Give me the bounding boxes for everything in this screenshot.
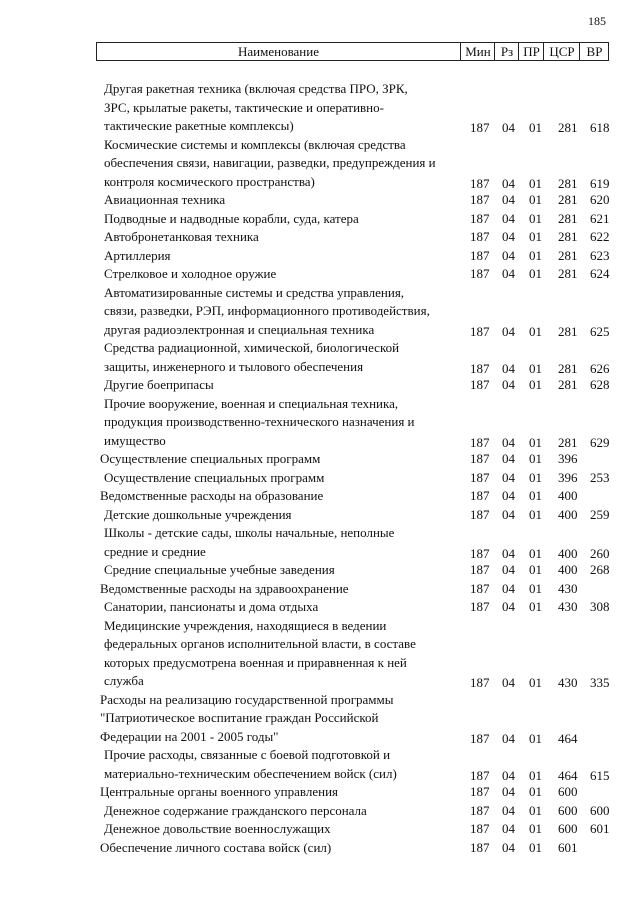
row-name: Автоматизированные системы и средства управления, связи, разведки, РЭП, информационного противодействия, другая радиоэлектронная и специальная техника xyxy=(104,284,430,337)
table-row xyxy=(0,617,640,691)
table-row xyxy=(0,506,640,525)
row-code-pr: 01 xyxy=(529,175,542,191)
row-code-vr: 619 xyxy=(590,175,610,191)
row-code-pr: 01 xyxy=(529,675,542,690)
row-name: Стрелковое и холодное оружие xyxy=(104,266,277,281)
table-row xyxy=(0,191,640,210)
row-code-csr: 281 xyxy=(558,192,578,207)
table-row xyxy=(0,247,640,266)
row-code-min: 187 xyxy=(470,839,490,855)
row-name: Средства радиационной, химической, биологической защиты, инженерного и тылового обеспечения xyxy=(104,340,400,374)
row-code-vr: 618 xyxy=(590,120,610,135)
row-name: Прочие расходы, связанные с боевой подготовкой и материально-техническим обеспечением войск (сил) xyxy=(104,747,397,781)
row-code-pr: 01 xyxy=(529,210,542,226)
table-row xyxy=(0,450,640,469)
row-code-pr: 01 xyxy=(529,377,542,392)
table-row xyxy=(0,376,640,395)
row-name: Авиационная техника xyxy=(104,192,226,207)
row-code-vr: 268 xyxy=(590,562,610,577)
row-code-pr: 01 xyxy=(529,360,542,376)
table-row xyxy=(0,783,640,802)
row-code-pr: 01 xyxy=(529,802,542,818)
column-header-name: Наименование xyxy=(238,44,319,59)
row-code-csr: 400 xyxy=(558,545,578,561)
row-code-pr: 01 xyxy=(529,247,542,263)
row-code-csr: 281 xyxy=(558,323,578,339)
row-code-pr: 01 xyxy=(529,192,542,207)
row-code-min: 187 xyxy=(470,192,490,207)
row-code-vr: 622 xyxy=(590,229,610,244)
table-row xyxy=(0,802,640,821)
table-row xyxy=(0,598,640,617)
row-code-pr: 01 xyxy=(529,839,542,855)
table-row xyxy=(0,524,640,561)
row-code-vr: 620 xyxy=(590,192,610,207)
row-code-rz: 04 xyxy=(502,266,515,281)
row-code-min: 187 xyxy=(470,767,490,783)
row-name: Автобронетанковая техника xyxy=(104,229,259,244)
row-code-pr: 01 xyxy=(529,562,542,577)
row-code-rz: 04 xyxy=(502,229,515,244)
row-name: Космические системы и комплексы (включая средства обеспечения связи, навигации, разведки, предупреждения и контроля космического пространства) xyxy=(104,136,436,189)
row-code-min: 187 xyxy=(470,506,490,522)
row-code-rz: 04 xyxy=(502,488,515,503)
row-name: Другие боеприпасы xyxy=(104,377,214,392)
row-code-rz: 04 xyxy=(502,247,515,263)
row-code-csr: 281 xyxy=(558,210,578,226)
row-name: Подводные и надводные корабли, суда, катера xyxy=(104,210,359,226)
table-row xyxy=(0,820,640,839)
row-code-rz: 04 xyxy=(502,323,515,339)
row-code-min: 187 xyxy=(470,360,490,376)
row-code-csr: 281 xyxy=(558,175,578,191)
column-header-min: Мин xyxy=(460,43,495,60)
table-row xyxy=(0,228,640,247)
row-code-min: 187 xyxy=(470,784,490,799)
row-code-rz: 04 xyxy=(502,360,515,376)
row-code-rz: 04 xyxy=(502,562,515,577)
row-code-rz: 04 xyxy=(502,599,515,614)
table-row xyxy=(0,136,640,192)
table-row xyxy=(0,839,640,858)
row-code-rz: 04 xyxy=(502,802,515,818)
row-code-min: 187 xyxy=(470,377,490,392)
row-code-rz: 04 xyxy=(502,580,515,596)
row-code-csr: 400 xyxy=(558,562,578,577)
row-name: Осуществление специальных программ xyxy=(100,451,321,466)
column-header-pr: ПР xyxy=(518,43,544,60)
row-name: Денежное содержание гражданского персонала xyxy=(104,802,367,818)
table-row xyxy=(0,487,640,506)
row-code-pr: 01 xyxy=(529,767,542,783)
row-code-min: 187 xyxy=(470,580,490,596)
row-code-min: 187 xyxy=(470,266,490,281)
row-code-csr: 281 xyxy=(558,229,578,244)
row-code-csr: 600 xyxy=(558,802,578,818)
row-code-min: 187 xyxy=(470,599,490,614)
row-code-pr: 01 xyxy=(529,784,542,799)
row-code-csr: 464 xyxy=(558,730,578,746)
row-code-pr: 01 xyxy=(529,506,542,522)
row-code-pr: 01 xyxy=(529,545,542,561)
row-code-vr: 624 xyxy=(590,266,610,281)
row-code-vr: 335 xyxy=(590,675,610,690)
row-code-vr: 623 xyxy=(590,247,610,263)
row-code-rz: 04 xyxy=(502,821,515,836)
row-name: Осуществление специальных программ xyxy=(104,469,325,485)
row-code-csr: 281 xyxy=(558,266,578,281)
table-row xyxy=(0,561,640,580)
row-code-csr: 600 xyxy=(558,821,578,836)
row-code-vr: 626 xyxy=(590,360,610,376)
table-row xyxy=(0,284,640,340)
row-code-pr: 01 xyxy=(529,488,542,503)
row-code-vr: 253 xyxy=(590,469,610,485)
row-code-min: 187 xyxy=(470,175,490,191)
row-code-pr: 01 xyxy=(529,229,542,244)
row-code-min: 187 xyxy=(470,434,490,450)
row-code-min: 187 xyxy=(470,545,490,561)
row-code-min: 187 xyxy=(470,120,490,135)
page-number: 185 xyxy=(588,14,606,28)
row-code-vr: 629 xyxy=(590,434,610,450)
row-code-pr: 01 xyxy=(529,120,542,135)
row-name: Центральные органы военного управления xyxy=(100,784,339,799)
row-code-vr: 625 xyxy=(590,323,610,339)
row-code-min: 187 xyxy=(470,469,490,485)
row-name: Детские дошкольные учреждения xyxy=(104,506,292,522)
table-row xyxy=(0,746,640,783)
row-code-rz: 04 xyxy=(502,839,515,855)
row-code-min: 187 xyxy=(470,821,490,836)
row-code-pr: 01 xyxy=(529,266,542,281)
row-code-rz: 04 xyxy=(502,506,515,522)
row-code-pr: 01 xyxy=(529,469,542,485)
row-name: Расходы на реализацию государственной программы "Патриотическое воспитание граждан Российской Федерации на 2001 - 2005 годы" xyxy=(100,691,394,744)
table-row xyxy=(0,80,640,136)
row-code-min: 187 xyxy=(470,451,490,466)
row-name: Обеспечение личного состава войск (сил) xyxy=(100,839,332,855)
row-code-csr: 600 xyxy=(558,784,578,799)
row-code-min: 187 xyxy=(470,210,490,226)
column-header-vr: ВР xyxy=(579,43,609,60)
row-code-rz: 04 xyxy=(502,451,515,466)
row-code-rz: 04 xyxy=(502,767,515,783)
row-name: Другая ракетная техника (включая средства ПРО, ЗРК, ЗРС, крылатые ракеты, тактические и оперативно- тактические ракетные комплексы) xyxy=(104,81,408,133)
row-code-csr: 430 xyxy=(558,599,578,614)
row-name: Медицинские учреждения, находящиеся в ведении федеральных органов исполнительной власти, в составе которых предусмотрена военная и приравненная к ней служба xyxy=(104,617,416,688)
row-code-rz: 04 xyxy=(502,730,515,746)
row-code-vr: 308 xyxy=(590,599,610,614)
row-code-min: 187 xyxy=(470,229,490,244)
row-code-vr: 260 xyxy=(590,545,610,561)
table-header xyxy=(96,42,609,61)
row-code-rz: 04 xyxy=(502,434,515,450)
row-code-min: 187 xyxy=(470,323,490,339)
row-code-csr: 601 xyxy=(558,839,578,855)
row-code-csr: 396 xyxy=(558,469,578,485)
row-code-vr: 259 xyxy=(590,506,610,522)
row-code-pr: 01 xyxy=(529,434,542,450)
row-code-min: 187 xyxy=(470,488,490,503)
row-code-csr: 281 xyxy=(558,360,578,376)
row-code-csr: 464 xyxy=(558,767,578,783)
column-header-rz: Рз xyxy=(494,43,519,60)
row-code-rz: 04 xyxy=(502,469,515,485)
table-row xyxy=(0,395,640,451)
row-code-pr: 01 xyxy=(529,323,542,339)
table-row xyxy=(0,210,640,229)
row-code-vr: 621 xyxy=(590,210,610,226)
row-code-rz: 04 xyxy=(502,210,515,226)
row-code-rz: 04 xyxy=(502,784,515,799)
row-code-pr: 01 xyxy=(529,821,542,836)
row-code-rz: 04 xyxy=(502,377,515,392)
row-code-csr: 281 xyxy=(558,377,578,392)
row-name: Прочие вооружение, военная и специальная техника, продукция производственно-технического назначения и имущество xyxy=(104,395,415,448)
row-code-csr: 430 xyxy=(558,580,578,596)
row-code-min: 187 xyxy=(470,730,490,746)
row-code-vr: 615 xyxy=(590,767,610,783)
table-row xyxy=(0,265,640,284)
table-row xyxy=(0,469,640,488)
table-row xyxy=(0,580,640,599)
row-code-rz: 04 xyxy=(502,175,515,191)
row-code-rz: 04 xyxy=(502,192,515,207)
row-code-min: 187 xyxy=(470,562,490,577)
row-code-pr: 01 xyxy=(529,451,542,466)
row-code-min: 187 xyxy=(470,247,490,263)
row-code-min: 187 xyxy=(470,802,490,818)
row-name: Ведомственные расходы на образование xyxy=(100,488,324,503)
row-code-rz: 04 xyxy=(502,545,515,561)
row-code-pr: 01 xyxy=(529,580,542,596)
row-name: Денежное довольствие военнослужащих xyxy=(104,821,331,836)
row-code-csr: 281 xyxy=(558,434,578,450)
row-code-vr: 601 xyxy=(590,821,610,836)
row-code-pr: 01 xyxy=(529,730,542,746)
row-name: Санатории, пансионаты и дома отдыха xyxy=(104,599,319,614)
table-row xyxy=(0,691,640,747)
row-name: Школы - детские сады, школы начальные, неполные средние и средние xyxy=(104,525,395,559)
row-code-rz: 04 xyxy=(502,120,515,135)
row-name: Ведомственные расходы на здравоохранение xyxy=(100,580,349,596)
row-code-min: 187 xyxy=(470,675,490,690)
row-code-csr: 400 xyxy=(558,506,578,522)
column-header-csr: ЦСР xyxy=(543,43,580,60)
row-code-vr: 600 xyxy=(590,802,610,818)
row-code-csr: 400 xyxy=(558,488,578,503)
row-code-csr: 281 xyxy=(558,247,578,263)
row-name: Артиллерия xyxy=(104,247,171,263)
row-code-csr: 396 xyxy=(558,451,578,466)
row-code-vr: 628 xyxy=(590,377,610,392)
row-code-rz: 04 xyxy=(502,675,515,690)
row-code-pr: 01 xyxy=(529,599,542,614)
table-row xyxy=(0,339,640,376)
row-name: Средние специальные учебные заведения xyxy=(104,562,335,577)
table-body xyxy=(0,80,640,857)
row-code-csr: 430 xyxy=(558,675,578,690)
row-code-csr: 281 xyxy=(558,120,578,135)
